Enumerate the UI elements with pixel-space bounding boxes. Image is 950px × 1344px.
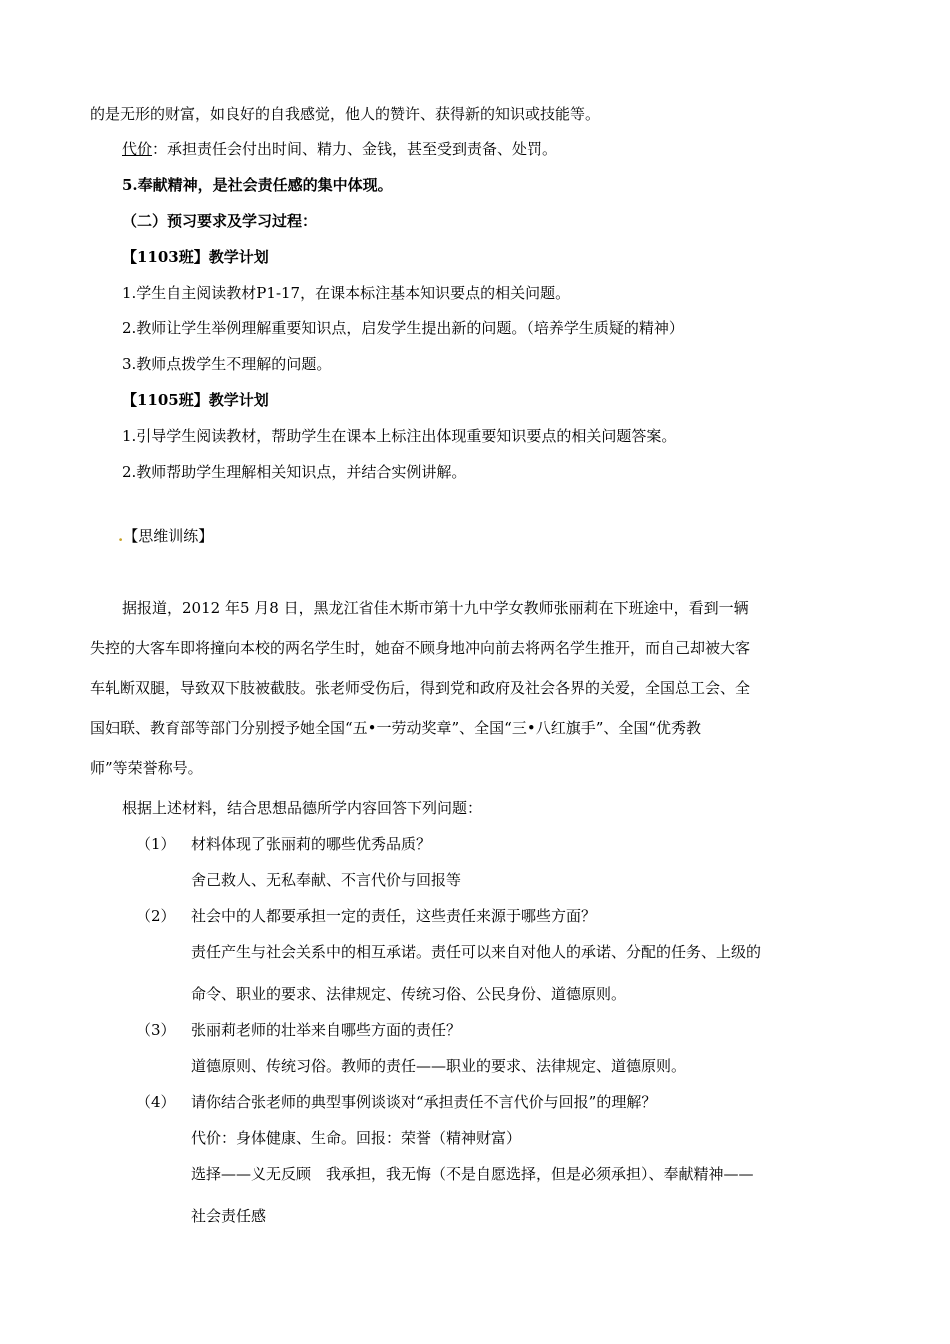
training-title: 【思维训练】 bbox=[123, 527, 214, 545]
plan-1103-title: 【1103班】教学计划 bbox=[122, 248, 269, 266]
plan-1105-item: 2.教师帮助学生理解相关知识点，并结合实例讲解。 bbox=[122, 463, 467, 481]
answer-line: 舍己救人、无私奉献、不言代价与回报等 bbox=[191, 871, 462, 889]
question-number: （2） bbox=[136, 907, 176, 925]
question-number: （1） bbox=[136, 835, 176, 853]
paragraph-line: 失控的大客车即将撞向本校的两名学生时，她奋不顾身地冲向前去将两名学生推开，而自己却被大客 bbox=[90, 639, 751, 657]
training-heading bbox=[118, 526, 213, 546]
answer-line: 道德原则、传统习俗。教师的责任——职业的要求、法律规定、道德原则。 bbox=[191, 1057, 687, 1075]
plan-1103-item: 1.学生自主阅读教材P1-17，在课本标注基本知识要点的相关问题。 bbox=[122, 284, 571, 302]
paragraph-line: 国妇联、教育部等部门分别授予她全国“五•一劳动奖章”、全国“三•八红旗手”、全国“优秀教 bbox=[90, 719, 702, 737]
answer-line: 选择——义无反顾 我承担，我无悔（不是自愿选择，但是必须承担）、奉献精神—— bbox=[191, 1165, 754, 1183]
plan-1103-item: 2.教师让学生举例理解重要知识点，启发学生提出新的问题。（培养学生质疑的精神） bbox=[122, 319, 684, 337]
paragraph-line: 师”等荣誉称号。 bbox=[90, 759, 203, 777]
plan-1105-item: 1.引导学生阅读教材，帮助学生在课本上标注出体现重要知识要点的相关问题答案。 bbox=[122, 427, 677, 445]
question-text: 张丽莉老师的壮举来自哪些方面的责任？ bbox=[191, 1021, 462, 1039]
answer-line: 代价：身体健康、生命。回报：荣誉（精神财富） bbox=[191, 1129, 522, 1147]
question-number: （3） bbox=[136, 1021, 176, 1039]
answer-line: 社会责任感 bbox=[191, 1207, 267, 1225]
cost-line bbox=[122, 139, 557, 159]
paragraph-line: 车轧断双腿，导致双下肢被截肢。张老师受伤后，得到党和政府及社会各界的关爱，全国总工会、全 bbox=[90, 679, 751, 697]
marker-dot: . bbox=[118, 527, 124, 545]
paragraph-line: 据报道，2012 年5 月8 日，黑龙江省佳木斯市第十九中学女教师张丽莉在下班途中，看到一辆 bbox=[122, 599, 749, 617]
instruction: 根据上述材料，结合思想品德所学内容回答下列问题： bbox=[122, 799, 483, 817]
question-text: 材料体现了张丽莉的哪些优秀品质？ bbox=[191, 835, 432, 853]
answer-line: 责任产生与社会关系中的相互承诺。责任可以来自对他人的承诺、分配的任务、上级的 bbox=[191, 943, 762, 961]
cost-text: ：承担责任会付出时间、精力、金钱，甚至受到责备、处罚。 bbox=[152, 140, 558, 158]
cost-label: 代价 bbox=[122, 140, 153, 158]
question-number: （4） bbox=[136, 1093, 176, 1111]
plan-1103-item: 3.教师点拨学生不理解的问题。 bbox=[122, 355, 332, 373]
question-text: 社会中的人都要承担一定的责任，这些责任来源于哪些方面？ bbox=[191, 907, 597, 925]
section-2-title: （二）预习要求及学习过程： bbox=[122, 212, 318, 230]
point-5: 5.奉献精神，是社会责任感的集中体现。 bbox=[122, 176, 393, 194]
answer-line: 命令、职业的要求、法律规定、传统习俗、公民身份、道德原则。 bbox=[191, 985, 627, 1003]
intro-line: 的是无形的财富，如良好的自我感觉，他人的赞许、获得新的知识或技能等。 bbox=[90, 105, 601, 123]
plan-1105-title: 【1105班】教学计划 bbox=[122, 391, 269, 409]
question-text: 请你结合张老师的典型事例谈谈对“承担责任不言代价与回报”的理解？ bbox=[191, 1093, 657, 1111]
